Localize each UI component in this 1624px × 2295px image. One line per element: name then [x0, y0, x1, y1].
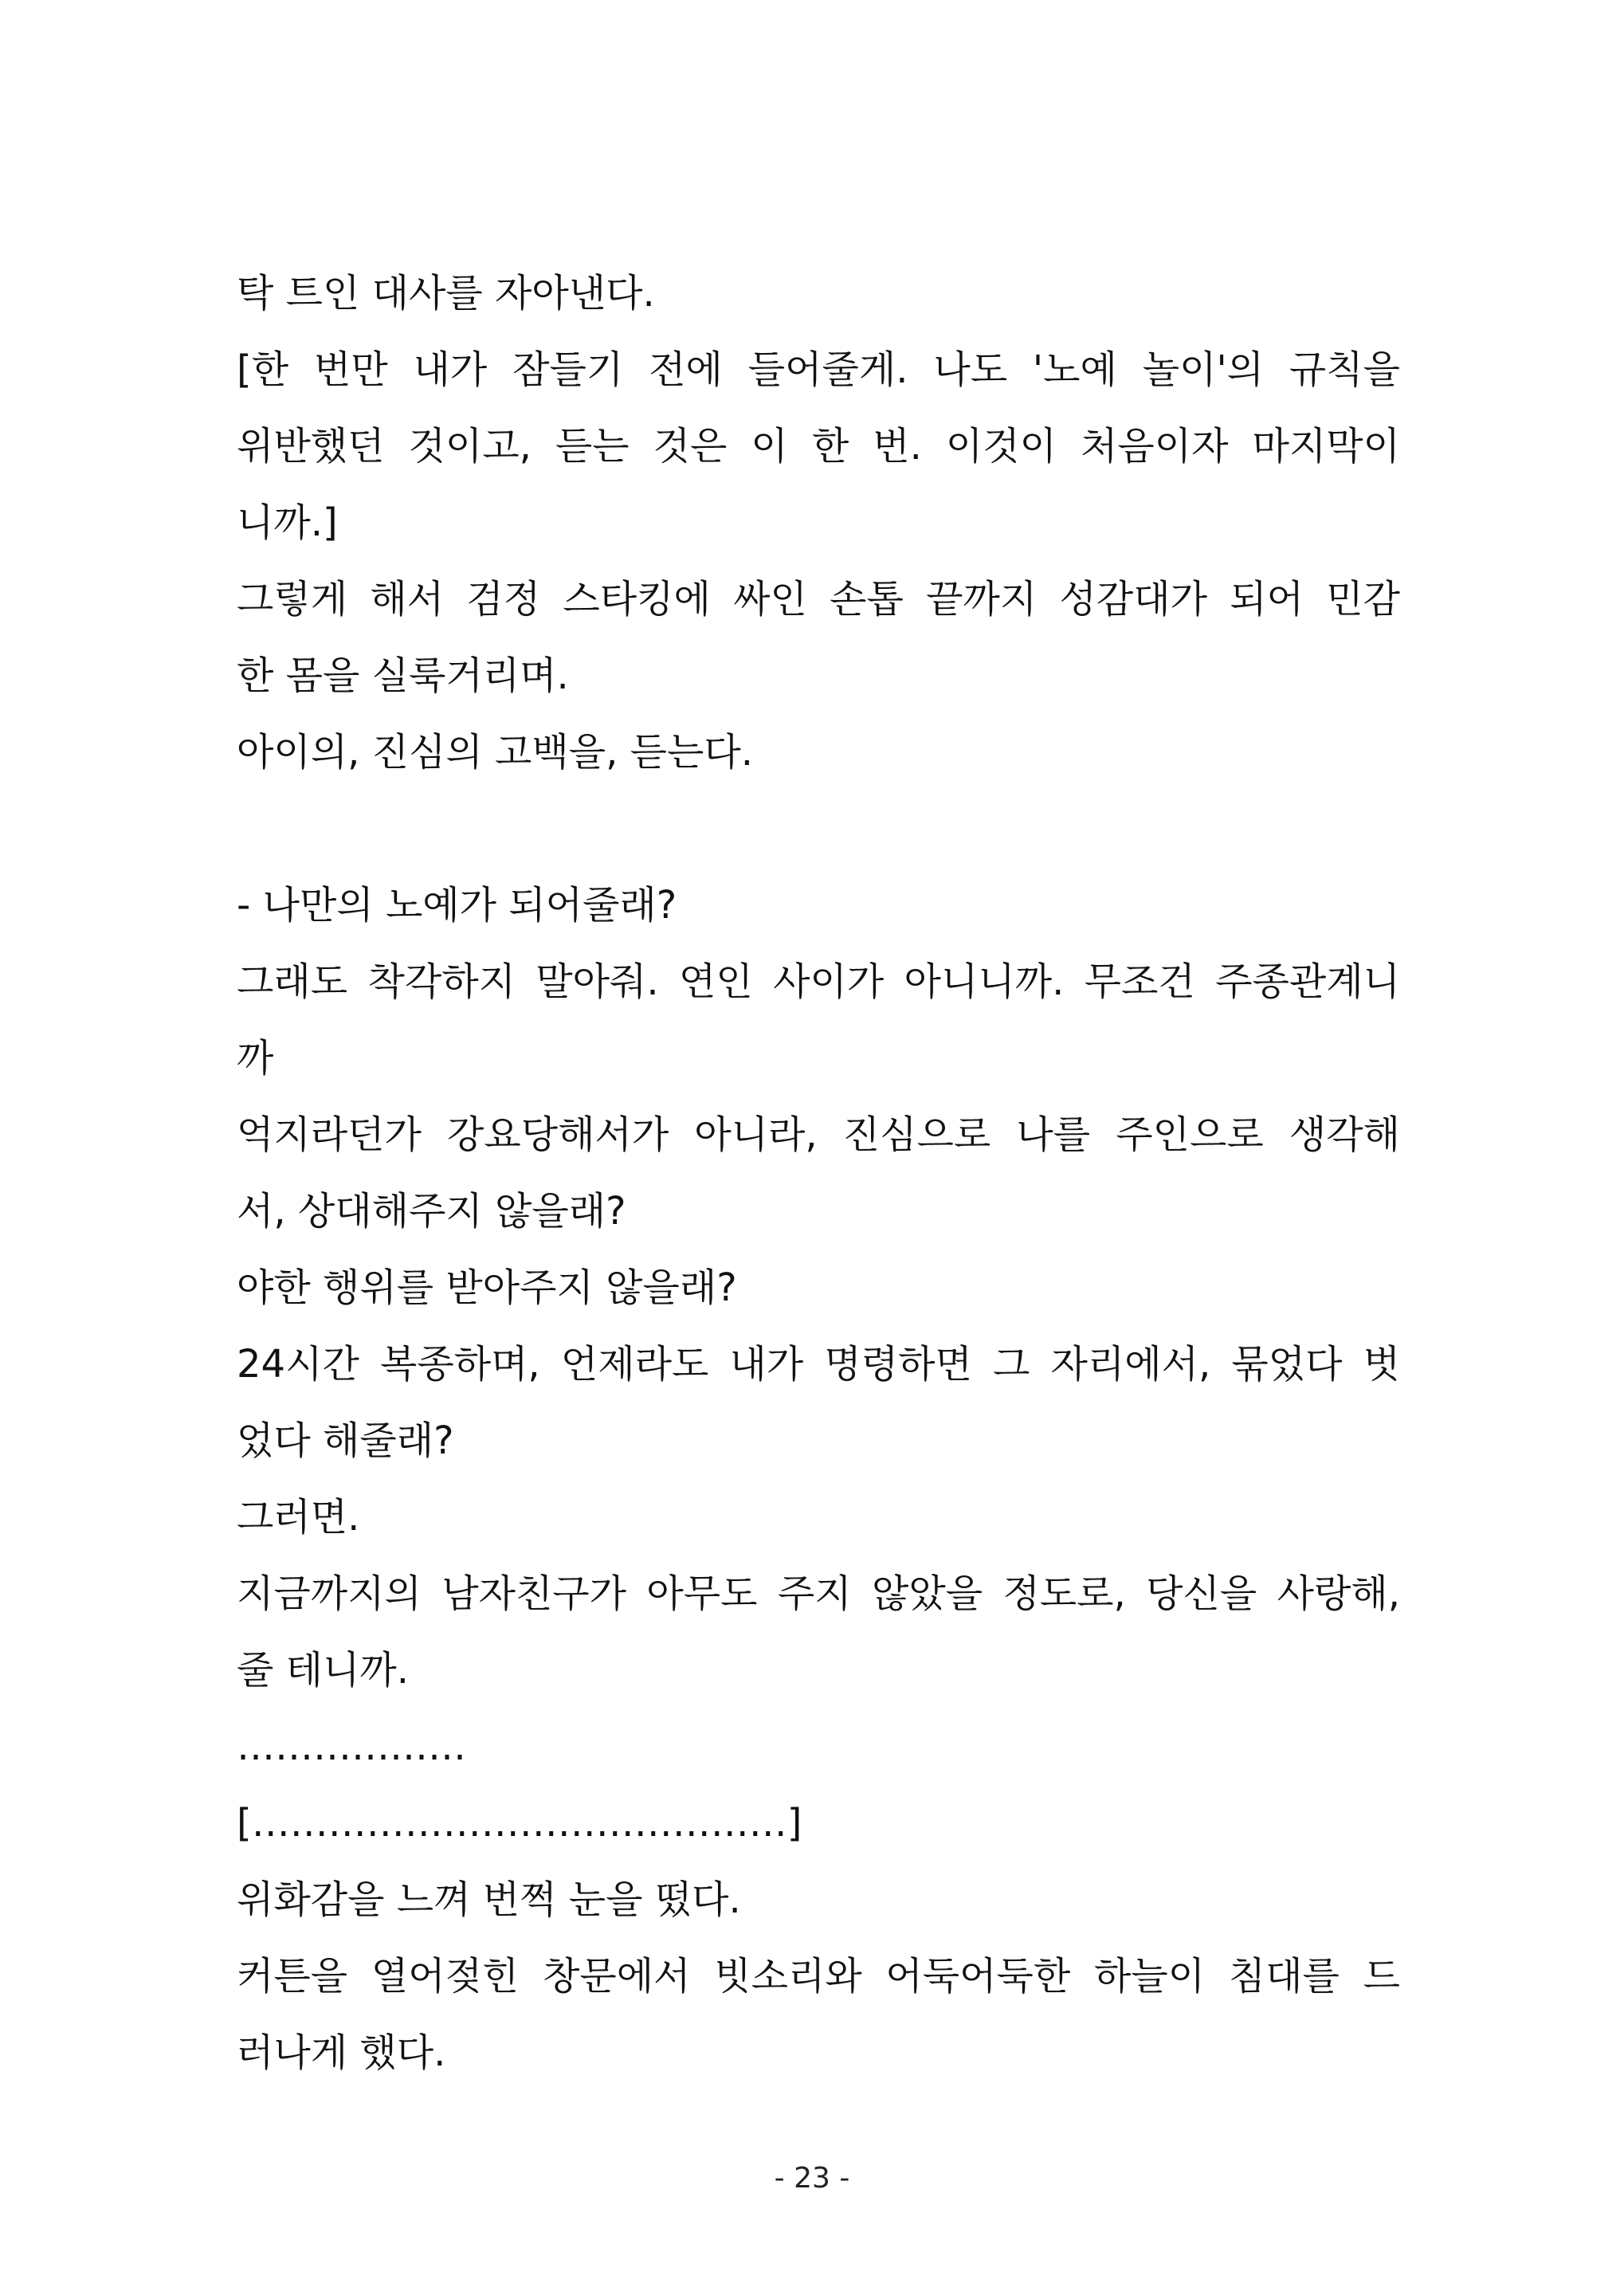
text-line: 24시간 복종하며, 언제라도 내가 명령하면 그 자리에서, 묶었다 벗 [237, 1342, 1400, 1387]
text-line: 줄 테니까. [237, 1648, 409, 1693]
text-line: 지금까지의 남자친구가 아무도 주지 않았을 정도로, 당신을 사랑해, [237, 1571, 1400, 1616]
text-line: 니까.] [237, 500, 338, 545]
ellipsis-line: ……………… [237, 1724, 466, 1769]
text-line: 었다 해줄래? [237, 1418, 454, 1463]
text-line: 억지라던가 강요당해서가 아니라, 진심으로 나를 주인으로 생각해 [237, 1112, 1400, 1157]
blank-line [237, 790, 1400, 867]
text-line: 아이의, 진심의 고백을, 듣는다. [237, 730, 753, 775]
page-number: - 23 - [774, 2162, 850, 2195]
text-line: 위반했던 것이고, 듣는 것은 이 한 번. 이것이 처음이자 마지막이 [237, 424, 1400, 469]
text-line: 야한 행위를 받아주지 않을래? [237, 1265, 737, 1310]
text-line: 위화감을 느껴 번쩍 눈을 떴다. [237, 1877, 741, 1922]
text-line: 그래도 착각하지 말아줘. 연인 사이가 아니니까. 무조건 주종관계니 [237, 959, 1400, 1004]
text-line: 탁 트인 대사를 자아낸다. [237, 271, 655, 316]
text-line: 커튼을 열어젖힌 창문에서 빗소리와 어둑어둑한 하늘이 침대를 드 [237, 1954, 1400, 1999]
text-line: 한 몸을 실룩거리며. [237, 653, 569, 698]
text-line: 그러면. [237, 1495, 360, 1540]
text-line: 서, 상대해주지 않을래? [237, 1189, 626, 1234]
text-line: [한 번만 내가 잠들기 전에 들어줄게. 나도 '노예 놀이'의 규칙을 [237, 347, 1400, 392]
text-line: 까 [237, 1036, 274, 1081]
text-line: 러나게 했다. [237, 2030, 446, 2075]
text-line: - 나만의 노예가 되어줄래? [237, 883, 677, 928]
bracket-ellipsis-line: [……………………………………] [237, 1801, 802, 1846]
text-line: 그렇게 해서 검정 스타킹에 싸인 손톱 끝까지 성감대가 되어 민감 [237, 577, 1400, 622]
document-body [237, 255, 1400, 2091]
